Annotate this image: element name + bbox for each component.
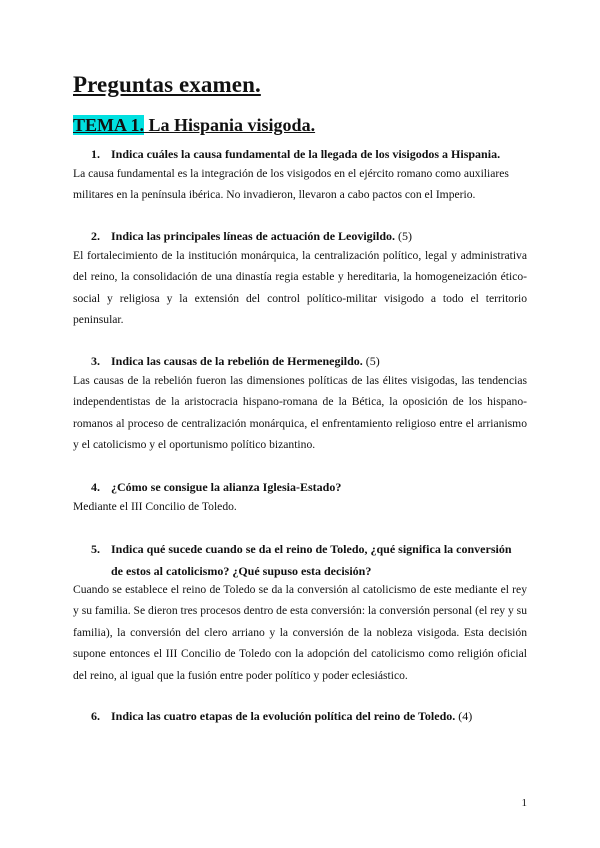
question-text: Indica cuáles la causa fundamental de la llegada de los visigodos a Hispania. (111, 147, 501, 161)
section-title (73, 115, 315, 136)
question-number: 3. (91, 354, 100, 368)
document-title: Preguntas examen. (73, 72, 261, 97)
question-2 (91, 225, 526, 247)
question-text: Indica las cuatro etapas de la evolución política del reino de Toledo. (111, 709, 456, 723)
page-number: 1 (521, 797, 527, 809)
question-points: (5) (395, 229, 413, 243)
question-1 (91, 143, 526, 165)
question-text: Indica las causas de la rebelión de Hermenegildo. (111, 354, 363, 368)
section-number-highlight: TEMA 1. (73, 115, 145, 135)
question-number: 5. (91, 542, 100, 556)
question-6 (91, 705, 526, 727)
question-text: Indica qué sucede cuando se da el reino de Toledo, ¿qué significa la conversión (111, 542, 512, 556)
answer-1: La causa fundamental es la integración de los visigodos en el ejército romano como auxiliares militares en la península ibérica. No invadieron, llevaron a cabo pactos con el Imperio. (73, 167, 509, 202)
question-number: 4. (91, 480, 100, 494)
question-3 (91, 350, 526, 372)
question-number: 6. (91, 709, 100, 723)
answer-3: Las causas de la rebelión fueron las dimensiones políticas de las élites visigodas, las tendencias independentistas de la aristocracia hispano-romana de la Bética, la oposición de los hispano-romanos al proceso de centralización monárquica, el enfrentamiento religioso entre el arrianismo y el catolicismo y el oportunismo político bizantino. (73, 374, 527, 452)
answer-4: Mediante el III Concilio de Toledo. (73, 500, 237, 513)
question-5 (91, 538, 526, 582)
question-text-continued: de estos al catolicismo? ¿Qué supuso esta decisión? (111, 564, 372, 578)
answer-2: El fortalecimiento de la institución monárquica, la centralización político, legal y administrativa del reino, la consolidación de una dinastía regia estable y hereditaria, la homogeneización ético-social y religiosa y la extensión del control político-militar visigodo a todo el territorio peninsular. (73, 249, 527, 327)
answer-5: Cuando se establece el reino de Toledo se da la conversión al catolicismo de este mediante el rey y su familia. Se dieron tres procesos dentro de esta conversión: la conversión personal (el rey y su familia), la conversión del clero arriano y la conversión de la nobleza visigoda. Esta decisión supone entonces el III Concilio de Toledo con la adopción del catolicismo como religión oficial del reino, al igual que la fusión entre poder político y poder eclesiástico. (73, 583, 527, 682)
question-number: 1. (91, 147, 100, 161)
question-points: (5) (362, 354, 380, 368)
section-name: La Hispania visigoda. (144, 115, 316, 135)
question-text: Indica las principales líneas de actuación de Leovigildo. (111, 229, 396, 243)
question-points: (4) (455, 709, 473, 723)
question-text: ¿Cómo se consigue la alianza Iglesia-Estado? (111, 480, 342, 494)
question-number: 2. (91, 229, 100, 243)
question-4 (91, 476, 526, 498)
